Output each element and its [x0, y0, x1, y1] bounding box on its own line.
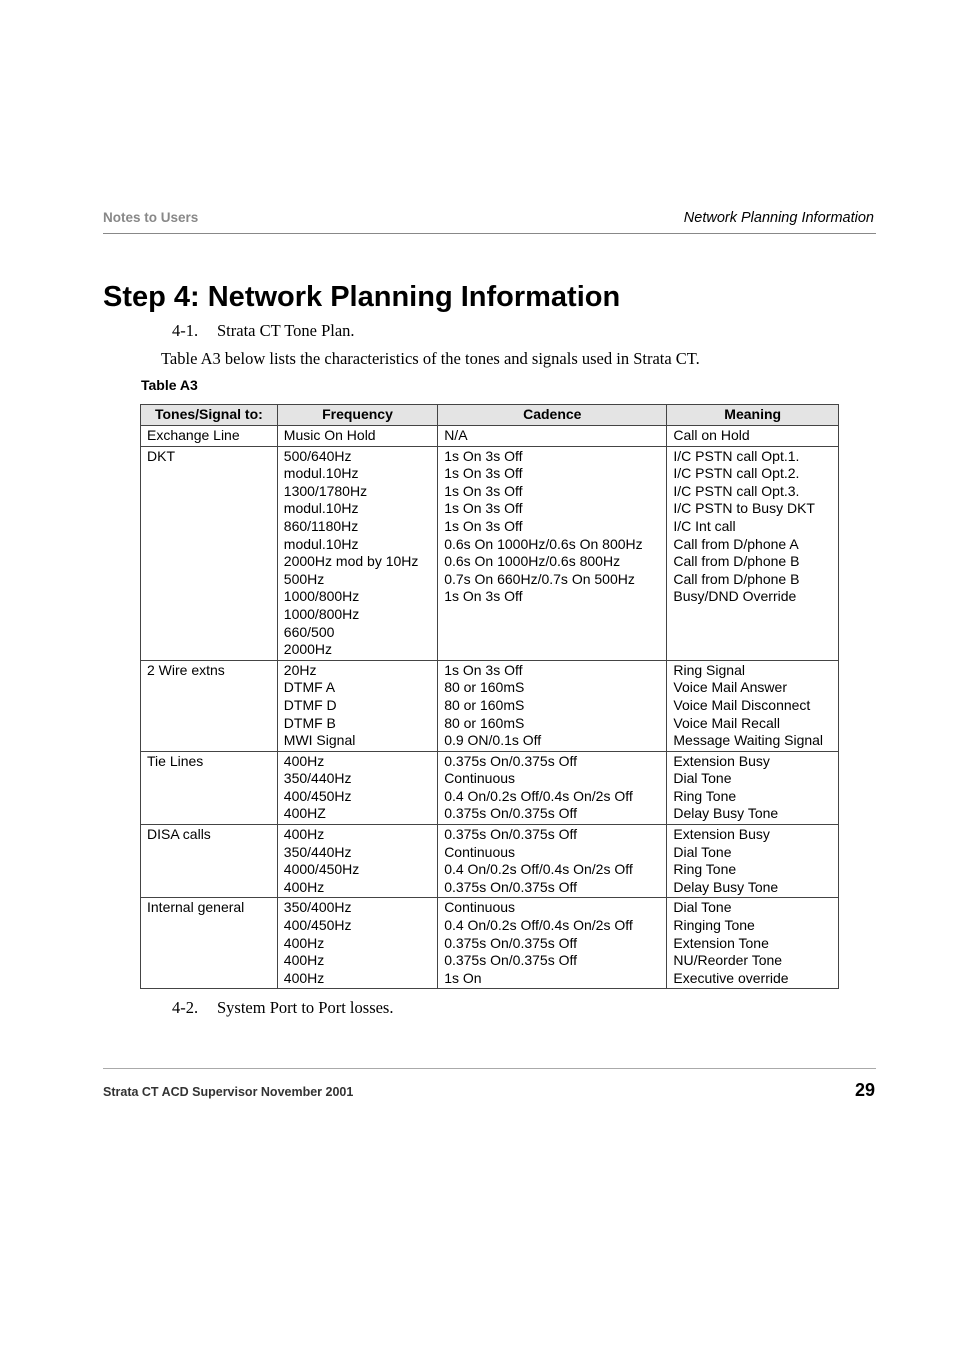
cell-line: Delay Busy Tone	[673, 878, 779, 895]
footer-divider	[103, 1068, 876, 1069]
cell-line: 400/450Hz	[283, 917, 352, 934]
cell-line: Continuous	[444, 843, 516, 860]
cell-line: Ringing Tone	[673, 917, 755, 934]
cell-line: 400Hz	[283, 934, 325, 951]
cell-line: 0.4 On/0.2s Off/0.4s On/2s Off	[444, 861, 633, 878]
cell-line: Voice Mail Disconnect	[673, 696, 811, 713]
cell-line: Voice Mail Answer	[673, 679, 787, 696]
subsection-port-losses	[172, 998, 393, 1018]
cell-line: I/C Int call	[673, 517, 736, 534]
cell-line: 0.375s On/0.375s Off	[444, 878, 578, 895]
cell-line: 0.375s On/0.375s Off	[444, 952, 578, 969]
table-cell-meaning	[667, 898, 839, 989]
cell-line: 1s On 3s Off	[444, 465, 523, 482]
table-cell-signal	[141, 825, 278, 898]
table-cell-signal	[141, 898, 278, 989]
table-cell-cadence	[438, 426, 667, 447]
table-row	[141, 898, 839, 989]
cell-line: 1s On 3s Off	[444, 517, 523, 534]
subsection-text: Strata CT Tone Plan.	[217, 321, 355, 340]
cell-line: I/C PSTN call Opt.1.	[673, 447, 800, 464]
cell-line: 400Hz	[283, 752, 325, 769]
cell-line: 2000Hz mod by 10Hz	[283, 553, 419, 570]
column-header-cadence: Cadence	[438, 405, 667, 426]
subsection-number: 4-2.	[172, 998, 199, 1017]
tone-plan-table	[140, 404, 839, 989]
cell-line: modul.10Hz	[283, 465, 359, 482]
table-cell-frequency	[277, 898, 437, 989]
cell-line: 400Hz	[283, 826, 325, 843]
cell-line: DTMF A	[283, 679, 336, 696]
cell-line: Dial Tone	[673, 843, 732, 860]
cell-line: Executive override	[673, 969, 789, 986]
page-title: Step 4: Network Planning Information	[103, 281, 621, 313]
cell-line: Call from D/phone B	[673, 553, 800, 570]
cell-line: Ring Tone	[673, 787, 737, 804]
page-number: 29	[854, 1080, 875, 1100]
table-cell-meaning	[667, 446, 839, 660]
cell-line: Continuous	[444, 770, 516, 787]
cell-line: Extension Busy	[673, 752, 770, 769]
header-divider	[103, 233, 876, 234]
cell-line: Internal general	[147, 899, 245, 916]
table-cell-frequency	[277, 751, 437, 824]
cell-line: 20Hz	[283, 661, 317, 678]
cell-line: 1s On	[444, 969, 482, 986]
cell-line: Extension Tone	[673, 934, 769, 951]
table-cell-signal	[141, 660, 278, 751]
table-cell-frequency	[277, 825, 437, 898]
cell-line: 0.4 On/0.2s Off/0.4s On/2s Off	[444, 917, 633, 934]
column-header-meaning: Meaning	[667, 405, 839, 426]
table-row	[141, 825, 839, 898]
cell-line: 1s On 3s Off	[444, 500, 523, 517]
table-row	[141, 426, 839, 447]
cell-line: 400Hz	[283, 952, 325, 969]
table-cell-frequency	[277, 426, 437, 447]
cell-line: 80 or 160mS	[444, 696, 525, 713]
table-cell-cadence	[438, 446, 667, 660]
cell-line: 1s On 3s Off	[444, 588, 523, 605]
cell-line: 0.9 ON/0.1s Off	[444, 732, 542, 749]
cell-line: modul.10Hz	[283, 535, 359, 552]
cell-line: 400Hz	[283, 969, 325, 986]
cell-line: Music On Hold	[283, 427, 376, 443]
subsection-tone-plan	[172, 321, 355, 341]
table-cell-signal	[141, 426, 278, 447]
table-cell-signal	[141, 751, 278, 824]
table-row	[141, 751, 839, 824]
cell-line: Exchange Line	[147, 427, 240, 443]
cell-line: DTMF D	[283, 696, 337, 713]
cell-line: 350/400Hz	[283, 899, 352, 916]
intro-paragraph: Table A3 below lists the characteristics of the tones and signals used in Strata CT.	[161, 349, 700, 368]
subsection-number: 4-1.	[172, 321, 199, 340]
table-cell-meaning	[667, 825, 839, 898]
cell-line: 1s On 3s Off	[444, 661, 523, 678]
cell-line: 500Hz	[283, 570, 325, 587]
cell-line: MWI Signal	[283, 732, 356, 749]
cell-line: Tie Lines	[147, 752, 204, 769]
cell-line: 1000/800Hz	[283, 588, 360, 605]
cell-line: 0.4 On/0.2s Off/0.4s On/2s Off	[444, 787, 633, 804]
table-cell-cadence	[438, 751, 667, 824]
cell-line: NU/Reorder Tone	[673, 952, 783, 969]
table-header-row	[141, 405, 839, 426]
cell-line: 0.7s On 660Hz/0.7s On 500Hz	[444, 570, 635, 587]
cell-line: Message Waiting Signal	[673, 732, 824, 749]
column-header-signal: Tones/Signal to:	[141, 405, 278, 426]
cell-line: N/A	[444, 427, 468, 443]
table-cell-cadence	[438, 825, 667, 898]
cell-line: 1300/1780Hz	[283, 482, 368, 499]
cell-line: 500/640Hz	[283, 447, 352, 464]
cell-line: 400/450Hz	[283, 787, 352, 804]
cell-line: Call from D/phone B	[673, 570, 800, 587]
table-cell-cadence	[438, 898, 667, 989]
cell-line: I/C PSTN call Opt.3.	[673, 482, 800, 499]
table-cell-cadence	[438, 660, 667, 751]
cell-line: 4000/450Hz	[283, 861, 360, 878]
cell-line: 2000Hz	[283, 641, 333, 658]
cell-line: 0.375s On/0.375s Off	[444, 752, 578, 769]
table-body	[141, 426, 839, 989]
cell-line: DTMF B	[283, 714, 336, 731]
cell-line: Delay Busy Tone	[673, 805, 779, 822]
cell-line: 2 Wire extns	[147, 661, 225, 678]
table-cell-meaning	[667, 660, 839, 751]
running-header-section: Notes to Users	[103, 210, 199, 225]
cell-line: Busy/DND Override	[673, 588, 797, 605]
subsection-text: System Port to Port losses.	[217, 998, 394, 1017]
cell-line: Voice Mail Recall	[673, 714, 780, 731]
cell-line: 860/1180Hz	[283, 517, 359, 534]
table-cell-signal	[141, 446, 278, 660]
table-cell-meaning	[667, 751, 839, 824]
table-row	[141, 660, 839, 751]
column-header-frequency: Frequency	[277, 405, 437, 426]
cell-line: Call from D/phone A	[673, 535, 799, 552]
table-caption: Table A3	[141, 377, 198, 393]
cell-line: 0.375s On/0.375s Off	[444, 934, 578, 951]
cell-line: 350/440Hz	[283, 843, 352, 860]
table-cell-frequency	[277, 446, 437, 660]
cell-line: 1s On 3s Off	[444, 482, 523, 499]
cell-line: 1000/800Hz	[283, 605, 360, 622]
cell-line: I/C PSTN call Opt.2.	[673, 465, 800, 482]
cell-line: 660/500	[283, 623, 335, 640]
table-cell-meaning	[667, 426, 839, 447]
cell-line: 400HZ	[283, 805, 326, 822]
cell-line: 1s On 3s Off	[444, 447, 523, 464]
cell-line: Extension Busy	[673, 826, 770, 843]
cell-line: 400Hz	[283, 878, 325, 895]
cell-line: Call on Hold	[673, 427, 750, 443]
cell-line: Dial Tone	[673, 899, 732, 916]
cell-line: 0.375s On/0.375s Off	[444, 826, 578, 843]
cell-line: 0.6s On 1000Hz/0.6s 800Hz	[444, 553, 621, 570]
table-row	[141, 446, 839, 660]
cell-line: 80 or 160mS	[444, 679, 525, 696]
cell-line: 80 or 160mS	[444, 714, 525, 731]
cell-line: Continuous	[444, 899, 516, 916]
cell-line: 0.375s On/0.375s Off	[444, 805, 578, 822]
cell-line: DKT	[147, 447, 175, 464]
cell-line: DISA calls	[147, 826, 211, 843]
cell-line: Ring Signal	[673, 661, 745, 678]
footer-publication: Strata CT ACD Supervisor November 2001	[103, 1085, 354, 1099]
running-header-chapter: Network Planning Information	[683, 210, 874, 226]
cell-line: I/C PSTN to Busy DKT	[673, 500, 815, 517]
cell-line: modul.10Hz	[283, 500, 359, 517]
cell-line: Ring Tone	[673, 861, 737, 878]
table-cell-frequency	[277, 660, 437, 751]
cell-line: 350/440Hz	[283, 770, 352, 787]
cell-line: 0.6s On 1000Hz/0.6s On 800Hz	[444, 535, 643, 552]
cell-line: Dial Tone	[673, 770, 732, 787]
